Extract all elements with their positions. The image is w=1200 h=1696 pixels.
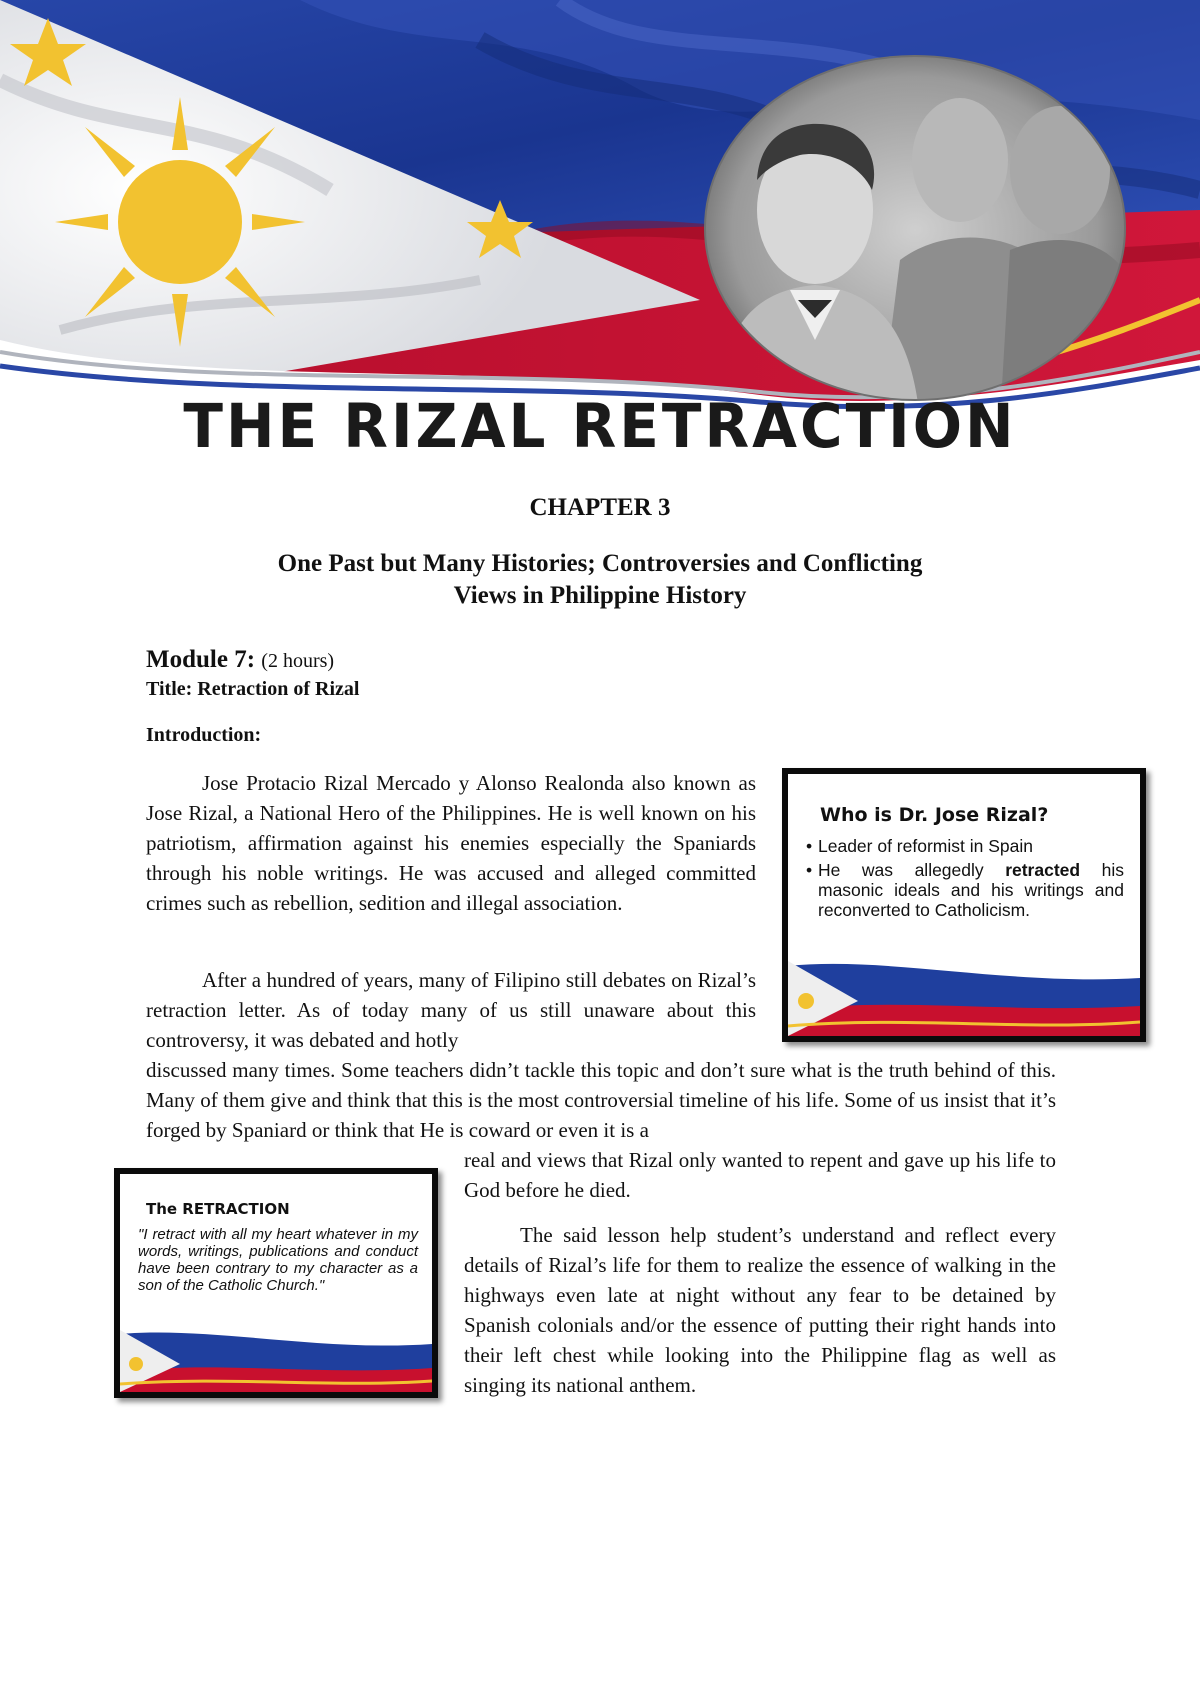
paragraph-2-start: After a hundred of years, many of Filipino still debates on Rizal’s retraction letter. As of today many of us still unaware about this controversy, it was debated and hotly <box>146 968 756 1052</box>
retraction-quote-callout <box>114 1168 438 1398</box>
bullet-bold-text: retracted <box>1005 860 1081 880</box>
module-heading <box>146 646 334 674</box>
paragraph-2-end: real and views that Rizal only wanted to repent and gave up his life to God before he died. <box>464 1148 1056 1202</box>
callout-heading: Who is Dr. Jose Rizal? <box>820 804 1049 826</box>
module-hours: (2 hours) <box>261 650 335 672</box>
callout-heading: The RETRACTION <box>146 1200 290 1218</box>
module-title: Title: Retraction of Rizal <box>146 678 360 700</box>
bullet-text: Leader of reformist in Spain <box>818 836 1033 856</box>
introduction-heading: Introduction: <box>146 724 262 746</box>
chapter-heading: CHAPTER 3 <box>529 494 671 521</box>
subtitle-line-1: One Past but Many Histories; Controversies and Conflicting <box>277 550 923 577</box>
sun-icon <box>55 97 305 347</box>
callout-bullet: • Leader of reformist in Spain <box>806 836 1033 856</box>
paragraph-3: The said lesson help student’s understand and reflect every details of Rizal’s life for them to realize the essence of walking in the highways even late at night without any fear to be detained by Spanish colonials and/or the essence of putting their right hands into their left chest while looking into the Philippine flag as well as singing its national anthem. <box>464 1223 1056 1397</box>
banner-title: THE RIZAL RETRACTION <box>183 390 1017 462</box>
paragraph-2-middle: discussed many times. Some teachers didn’t tackle this topic and don’t sure what is the truth behind of this. Many of them give and think that this is the most controversial timeline of his life. Some of us insist that it’s forged by Spaniard or think that He is coward or even it is a <box>146 1058 1056 1142</box>
callout-bullet-list <box>806 836 1124 924</box>
who-is-rizal-callout <box>782 768 1146 1042</box>
subtitle-line-2: Views in Philippine History <box>453 582 747 609</box>
chapter-subtitle <box>200 548 1000 612</box>
flag-swoosh-decoration <box>788 956 1140 1036</box>
module-label: Module 7: <box>146 646 256 673</box>
paragraph-1: Jose Protacio Rizal Mercado y Alonso Realonda also known as Jose Rizal, a National Hero of the Philippines. He is well known on his patriotism, affirmation against his enemies especially the Spaniards through his noble writings. He was accused and alleged committed crimes such as rebellion, sedition and illegal association. <box>146 771 756 915</box>
flag-swoosh-decoration <box>120 1326 432 1392</box>
bullet-text: He was allegedly <box>818 860 1006 880</box>
bullet-text: his masonic ideals and his writings and reconverted to Catholicism. <box>818 860 1125 920</box>
header-banner <box>0 0 1200 462</box>
retraction-quote: "I retract with all my heart whatever in my words, writings, publications and conduct have been contrary to my character as a son of the Catholic Church." <box>138 1226 418 1294</box>
callout-bullet: • He was allegedly retracted his masonic ideals and his writings and reconverted to Catholicism. <box>806 860 1125 920</box>
